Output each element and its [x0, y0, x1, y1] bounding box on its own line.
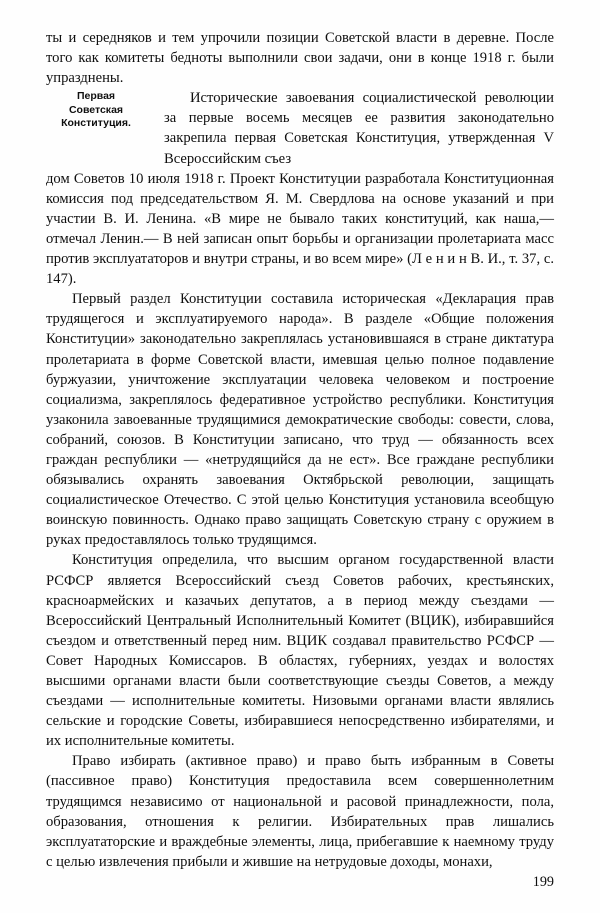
page-number: 199	[532, 874, 554, 890]
paragraph-first-section: Первый раздел Конституции составила историческая «Декларация прав трудящегося и эксплуатируемого народа». В разделе «Общие положения Конституции» законодательно закреплялась установившаяся в стране диктатура пролетариата в форме Советской власти, имевшая целью полное подавление буржуазии, уничтожение эксплуатации человека человеком и построение социализма, закреплялось федеративное устройство республики. Конституция узаконила завоеванные трудящимися демократические свободы: совести, слова, собраний, союзов. В Конституции записано, что труд — обязанность всех граждан республики — «нетрудящийся да не ест». Все граждане республики обязывались охранять завоевания Октябрьской революции, защищать социалистическое Отечество. С этой целью Конституция установила всеобщую воинскую повинность. Однако право защищать Советскую страну с оружием в руках предоставлялось только трудящимся.	[46, 291, 554, 549]
paragraph-continuation: ты и середняков и тем упрочили позиции Советской власти в деревне. После того как комитеты бедноты выполнили свои задачи, они в конце 1918 г. были упразднены.	[46, 30, 554, 87]
marginal-note-section	[46, 88, 554, 168]
paragraph-constitution-intro-continued: дом Советов 10 июля 1918 г. Проект Конституции разработала Конституционная комиссия под председательством Я. М. Свердлова на основе указаний и при участии В. И. Ленина. «В мире не бывало таких конституций, как наша,— отмечал Ленин.— В ней записан опыт борьбы и организации пролетариата масс против эксплуататоров и внутри страны, и во всем мире» (Л е н и н В. И., т. 37, с. 147).	[46, 170, 554, 288]
paragraph-constitution-intro: Исторические завоевания социалистической революции за первые восемь месяцев ее развития законодательно закрепила первая Советская Конституция, утвержденная V Всероссийским съез	[164, 90, 554, 167]
marginal-note-first-soviet-constitution: Первая Советская Конституция.	[61, 90, 131, 130]
page-text-body	[46, 28, 554, 872]
paragraph-state-power: Конституция определила, что высшим органом государственной власти РСФСР является Всероссийский съезд Советов рабочих, крестьянских, красноармейских и казачьих депутатов, а в период между съездами — Всероссийский Центральный Исполнительный Комитет (ВЦИК), избиравшийся съездом и ответственный перед ним. ВЦИК создавал правительство РСФСР — Совет Народных Комиссаров. В областях, губерниях, уездах и волостях высшими органами власти были соответствующие съезды Советов, а между съездами — исполнительные комитеты. Низовыми органами власти являлись сельские и городские Советы, избиравшиеся непосредственно избирателями, и их исполнительные комитеты.	[46, 552, 554, 750]
paragraph-voting-rights: Право избирать (активное право) и право быть избранным в Советы (пассивное право) Конституция предоставила всем совершеннолетним трудящимся независимо от национальной и расовой принадлежности, пола, образования, отношения к религии. Избирательных прав лишались эксплуататорские и враждебные элементы, лица, прибегавшие к наемному труду с целью извлечения прибыли и жившие на нетрудовые доходы, монахи,	[46, 753, 554, 870]
